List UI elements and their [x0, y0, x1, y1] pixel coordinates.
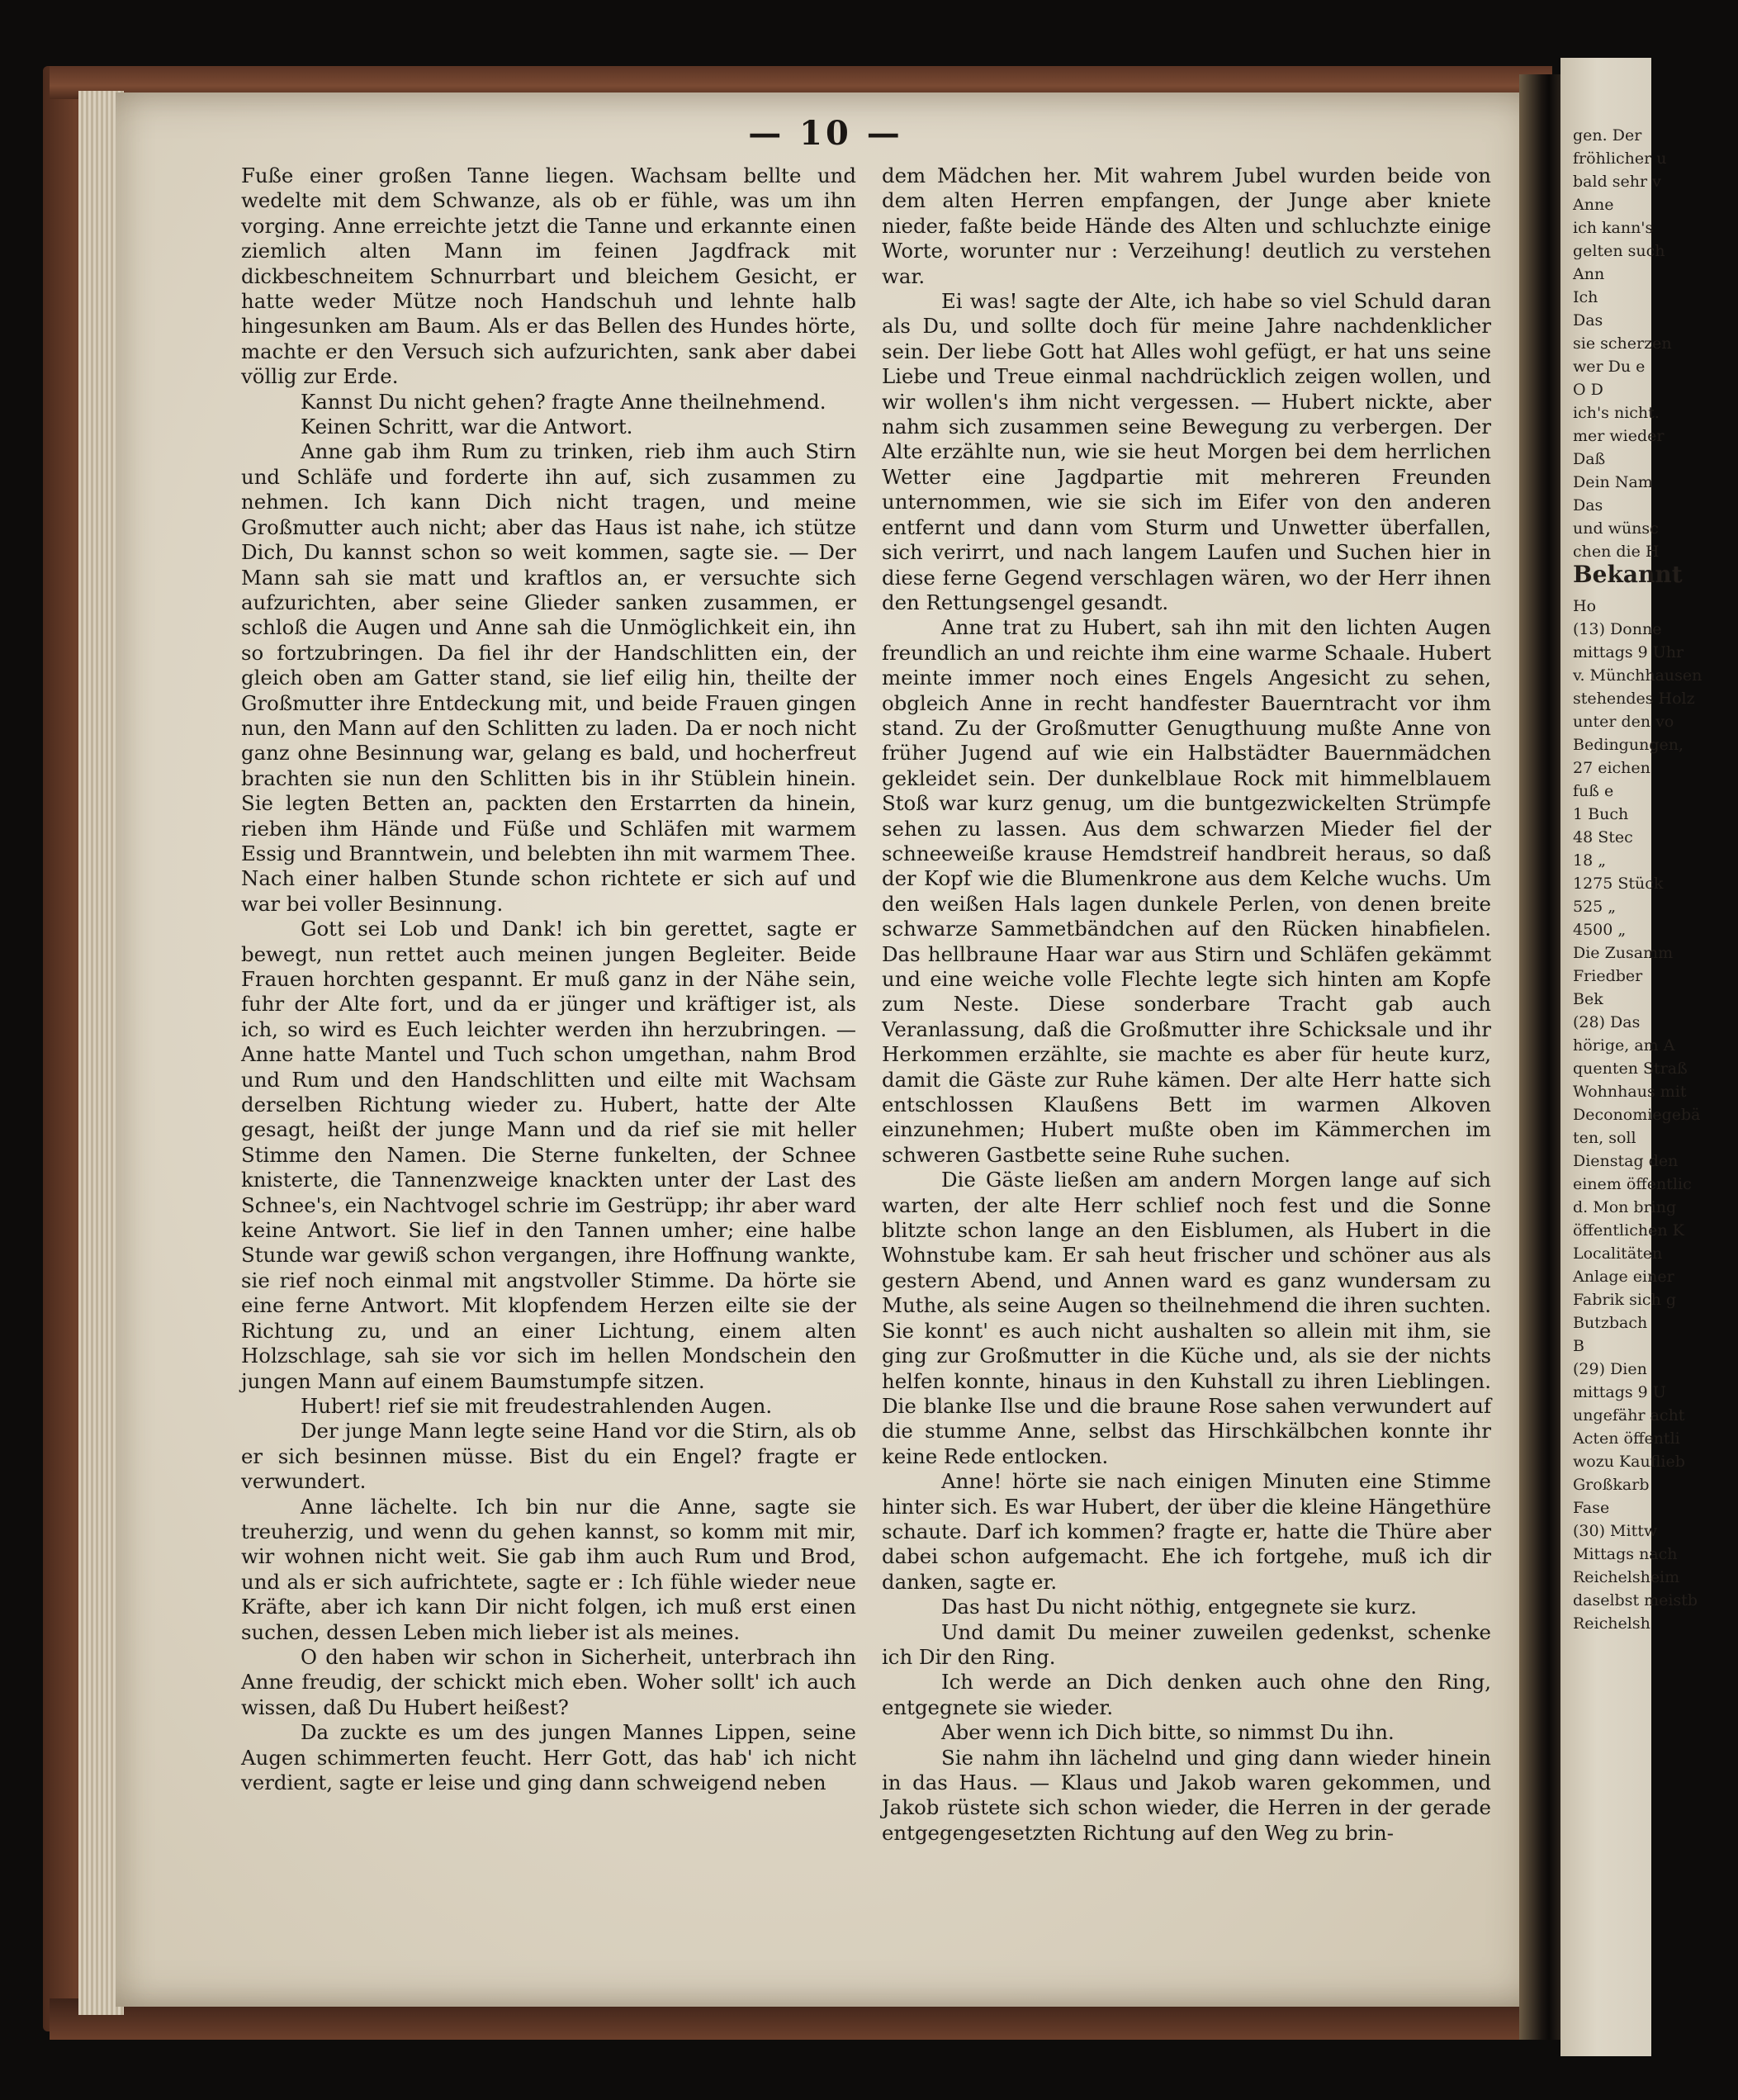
facing-page-line: fuß e	[1573, 782, 1614, 800]
facing-page-line: Das	[1573, 496, 1603, 514]
facing-page-line: sie scherzen	[1573, 334, 1672, 353]
facing-page-line: Ho	[1573, 597, 1597, 615]
facing-page-line: ich's nicht.	[1573, 404, 1660, 422]
facing-page-line: hörige, am A	[1573, 1036, 1675, 1055]
facing-page-line: unter den vo	[1573, 713, 1674, 731]
facing-page-line: chen die H	[1573, 543, 1660, 561]
facing-page-line: Die Zusamm	[1573, 944, 1674, 962]
facing-page-line: daselbst meistb	[1573, 1591, 1698, 1609]
facing-page-line: (29) Dien	[1573, 1360, 1647, 1378]
facing-page-line: mittags 9 Uhr	[1573, 643, 1684, 661]
facing-page-line: Daß	[1573, 450, 1606, 468]
facing-page-line: Ich	[1573, 288, 1598, 306]
paragraph: Anne lächelte. Ich bin nur die Anne, sagte sie treuherzig, und wenn du gehen kannst, so komm mit mir, wir wohnen nicht weit. Sie gab ihm auch Rum und Brod, und als er sich aufrichtete, sagte er : Ich fühle wieder neue Kräfte, aber ich kann Dir nicht folgen, ich muß erst einen suchen, dessen Leben mich lieber ist als meines.	[241, 1494, 856, 1644]
facing-page-line: ungefähr acht	[1573, 1406, 1685, 1424]
facing-page-line: 525 „	[1573, 898, 1617, 916]
facing-page-line: einem öffentlic	[1573, 1175, 1692, 1193]
paragraph: dem Mädchen her. Mit wahrem Jubel wurden beide von dem alten Herren empfangen, der Junge aber kniete nieder, faßte beide Hände des Alten und schluchzte einige Worte, worunter nur : Verzeihung! deutlich zu verstehen war.	[882, 164, 1491, 288]
paragraph: Gott sei Lob und Dank! ich bin gerettet, sagte er bewegt, nun rettet auch meinen jungen Begleiter. Beide Frauen horchten gespannt. Er muß ganz in der Nähe sein, fuhr der Alte fort, und da er jünger und kräftiger ist, als ich, so wird es Euch leichter werden ihn herzubringen. — Anne hatte Mantel und Tuch schon umgethan, nahm Brod und Rum und den Handschlitten und eilte mit Wachsam derselben Richtung wieder zu. Hubert, hatte der Alte gesagt, heißt der junge Mann und da rief sie mit heller Stimme den Namen. Die Sterne funkelten, der Schnee knisterte, die Tannenzweige knackten unter der Last des Schnee's, ein Nachtvogel schrie im Gestrüpp; ihr aber ward keine Antwort. Sie lief in den Tannen umher; eine halbe Stunde war gewiß schon vergangen, ihre Hoffnung wankte, sie rief noch einmal mit angstvoller Stimme. Da hörte sie eine ferne Antwort. Mit klopfendem Herzen eilte sie der Richtung zu, und an einer Lichtung, einem alten Holzschlage, sah sie vor sich im hellen Mondschein den jungen Mann auf einem Baumstumpfe sitzen.	[241, 917, 856, 1393]
facing-page-line: Anne	[1573, 196, 1614, 214]
text-column-left	[241, 164, 856, 1795]
facing-page-line: (28) Das	[1573, 1013, 1641, 1031]
paragraph: Hubert! rief sie mit freudestrahlenden Augen.	[301, 1393, 773, 1418]
paragraph: Der junge Mann legte seine Hand vor die Stirn, als ob er sich besinnen müsse. Bist du ein Engel? fragte er verwundert.	[241, 1419, 856, 1494]
facing-page-line: öffentlichen K	[1573, 1221, 1684, 1240]
facing-page-line: wer Du e	[1573, 358, 1646, 376]
facing-page-line: v. Münchhausen	[1573, 666, 1702, 685]
paragraph: Ei was! sagte der Alte, ich habe so viel Schuld daran als Du, und sollte doch für meine Jahre nachdenklicher sein. Der liebe Gott hat Alles wohl gefügt, er hat uns seine Liebe und Treue einmal nachdrücklich zeigen wollen, und wir wollen's ihm nicht vergessen. — Hubert nickte, aber nahm sich zusammen seine Bewegung zu verbergen. Der Alte erzählte nun, wie sie heut Morgen bei dem herrlichen Wetter eine Jagdpartie mit mehreren Freunden unternommen, wie sie sich im Eifer von den anderen entfernt und dann vom Sturm und Unwetter überfallen, sich verirrt, und nach langem Laufen und Suchen hier in diese ferne Gegend verschlagen wären, wo der Herr ihnen den Rettungsengel gesandt.	[882, 289, 1491, 614]
paragraph: Fuße einer großen Tanne liegen. Wachsam bellte und wedelte mit dem Schwanze, als ob er fühle, was um ihn vorging. Anne erreichte jetzt die Tanne und erkannte einen ziemlich alten Mann im feinen Jagdfrack mit dickbeschneitem Schnurrbart und bleichem Gesicht, er hatte weder Mütze noch Handschuh und lehnte halb hingesunken am Baum. Als er das Bellen des Hundes hörte, machte er den Versuch sich aufzurichten, sank aber dabei völlig zur Erde.	[241, 164, 856, 389]
facing-page-line: 18 „	[1573, 851, 1607, 870]
facing-page-line: Friedber	[1573, 967, 1643, 985]
facing-page-line: d. Mon bring	[1573, 1198, 1677, 1216]
facing-page-line: bald sehr v	[1573, 173, 1661, 191]
page-number: — 10 —	[748, 114, 903, 153]
facing-page-line: Localitäten	[1573, 1244, 1663, 1263]
paragraph: O den haben wir schon in Sicherheit, unterbrach ihn Anne freudig, der schickt mich eben. Woher sollt' ich auch wissen, daß Du Hubert heißest?	[241, 1644, 856, 1719]
facing-page-line: Butzbach	[1573, 1314, 1648, 1332]
paragraph: Das hast Du nicht nöthig, entgegnete sie kurz.	[941, 1595, 1417, 1619]
facing-page-line: Deconomiegebä	[1573, 1106, 1701, 1124]
facing-page-line: Bedingungen,	[1573, 736, 1684, 754]
paragraph: Sie nahm ihn lächelnd und ging dann wieder hinein in das Haus. — Klaus und Jakob waren gekommen, und Jakob rüstete sich schon wieder, die Herren in der gerade entgegengesetzten Richtung auf den Weg zu brin-	[882, 1745, 1491, 1845]
facing-page-line: quenten Straß	[1573, 1059, 1688, 1078]
facing-page-line: 1 Buch	[1573, 805, 1629, 823]
facing-page-line: Mittags nach	[1573, 1545, 1678, 1563]
facing-page-line: Bekannt	[1573, 561, 1683, 588]
paragraph: Anne trat zu Hubert, sah ihn mit den lichten Augen freundlich an und reichte ihm eine warme Schaale. Hubert meinte immer noch eines Engels Angesicht zu sehen, obgleich Anne in recht handfester Bauerntracht vor ihm stand. Zu der Großmutter Genugthuung mußte Anne von früher Jugend auf wie ein Halbstädter Bauernmädchen gekleidet sein. Der dunkelblaue Rock mit himmelblauem Stoß war kurz genug, um die buntgezwickelten Strümpfe sehen zu lassen. Aus dem schwarzen Mieder fiel der schneeweiße krause Hemdstreif handbreit heraus, so daß der Kopf wie die Blumenkrone aus dem Kelche wuchs. Um den weißen Hals lagen dunkele Perlen, von denen breite schwarze Sammetbändchen auf den Rücken hinabfielen. Das hellbraune Haar war aus Stirn und Schläfen gekämmt und eine weiche volle Flechte legte sich hinten am Kopfe zum Neste. Diese sonderbare Tracht gab auch Veranlassung, daß die Großmutter ihre Schicksale und ihr Herkommen erzählte, sie machte es aber für heute kurz, damit die Gäste zur Ruhe kämen. Der alte Herr hatte sich entschlossen Klaußens Bett im warmen Alkoven einzunehmen; Hubert mußte oben im Kämmerchen im schweren Gastbette seine Ruhe suchen.	[882, 615, 1491, 1167]
facing-page-line: gelten such	[1573, 242, 1665, 260]
facing-page-line: Ann	[1573, 265, 1605, 283]
facing-page-text-fragments	[1573, 124, 1738, 1635]
paragraph: Die Gäste ließen am andern Morgen lange auf sich warten, der alte Herr schlief noch fest und die Sonne blitzte schon lange an den Eisblumen, als Hubert in die Wohnstube kam. Er sah heut frischer und schöner aus als gestern Abend, und Annen ward es ganz wundersam zu Muthe, als seine Augen so theilnehmend die ihren suchten. Sie konnt' es auch nicht aushalten so allein mit ihm, sie ging zur Großmutter in die Küche und, als sie der nichts helfen konnte, hinaus in den Kuhstall zu ihren Lieblingen. Die blanke Ilse und die braune Rose sahen verwundert auf die stumme Anne, selbst das Hirschkälbchen konnte ihr keine Rede entlocken.	[882, 1168, 1491, 1468]
facing-page-line: und wünsc	[1573, 519, 1659, 538]
facing-page-line: Fase	[1573, 1499, 1610, 1517]
facing-page-line: Bek	[1573, 990, 1603, 1008]
paragraph: Ich werde an Dich denken auch ohne den Ring, entgegnete sie wieder.	[882, 1670, 1491, 1719]
facing-page-line: B	[1573, 1337, 1584, 1355]
paragraph: Da zuckte es um des jungen Mannes Lippen, seine Augen schimmerten feucht. Herr Gott, das hab' ich nicht verdient, sagte er leise und ging dann schweigend neben	[241, 1720, 856, 1794]
facing-page-line: 1275 Stück	[1573, 875, 1664, 893]
facing-page-line: Reichelsh	[1573, 1614, 1650, 1633]
facing-page-line: Großkarb	[1573, 1476, 1650, 1494]
paragraph: Und damit Du meiner zuweilen gedenkst, schenke ich Dir den Ring.	[882, 1619, 1491, 1669]
facing-page-line: O D	[1573, 381, 1603, 399]
facing-page-line: 48 Stec	[1573, 828, 1633, 846]
facing-page-line: wozu Kauflieb	[1573, 1453, 1685, 1471]
facing-page-line: Wohnhaus mit	[1573, 1083, 1687, 1101]
facing-page-line: Fabrik sich g	[1573, 1291, 1677, 1309]
facing-page-line: Anlage einer	[1573, 1268, 1674, 1286]
facing-page-line: Dienstag den	[1573, 1152, 1679, 1170]
facing-page-line: stehendes Holz	[1573, 690, 1695, 708]
facing-page-line: Reichelsheim	[1573, 1568, 1680, 1586]
facing-page-line: mittags 9 U	[1573, 1383, 1666, 1401]
facing-page-line: 4500 „	[1573, 921, 1627, 939]
facing-page-line: Dein Nam	[1573, 473, 1653, 491]
facing-page-line: Das	[1573, 311, 1603, 329]
paragraph: Aber wenn ich Dich bitte, so nimmst Du ihn.	[941, 1720, 1395, 1745]
facing-page-line: (13) Donne	[1573, 620, 1662, 638]
facing-page-line: mer wieder	[1573, 427, 1665, 445]
facing-page-line: ten, soll	[1573, 1129, 1636, 1147]
paragraph: Anne! hörte sie nach einigen Minuten eine Stimme hinter sich. Es war Hubert, der über die kleine Hängethüre schaute. Darf ich kommen? fragte er, hatte die Thüre aber dabei schon aufgemacht. Ehe ich fortgehe, muß ich dir danken, sagte er.	[882, 1469, 1491, 1594]
facing-page-line: Acten öffentli	[1573, 1429, 1680, 1448]
facing-page-line: ich kann's	[1573, 219, 1654, 237]
paragraph: Anne gab ihm Rum zu trinken, rieb ihm auch Stirn und Schläfe und forderte ihn auf, sich zusammen zu nehmen. Ich kann Dich nicht tragen, und meine Großmutter auch nicht; aber das Haus ist nahe, ich stütze Dich, Du kannst schon so weit kommen, sagte sie. — Der Mann sah sie matt und kraftlos an, er versuchte sich aufzurichten, aber seine Glieder sanken zusammen, er schloß die Augen und Anne sah die Unmöglichkeit ein, ihn so fortzubringen. Da fiel ihr der Handschlitten ein, der gleich oben am Gatter stand, sie lief eilig hin, theilte der Großmutter ihre Entdeckung mit, und beide Frauen gingen nun, den Mann auf den Schlitten zu laden. Da er noch nicht ganz ohne Besinnung war, gelang es bald, und hocherfreut brachten sie nun den Schlitten bis in ihr Stüblein hinein. Sie legten Betten an, packten den Erstarrten da hinein, rieben ihm Hände und Füße und Schläfen mit warmem Essig und Branntwein, und belebten ihn mit warmem Thee. Nach einer halben Stunde schon richtete er sich auf und war bei voller Besinnung.	[241, 439, 856, 916]
paragraph: Kannst Du nicht gehen? fragte Anne theilnehmend.	[301, 389, 826, 414]
facing-page-line: 27 eichen	[1573, 759, 1650, 777]
facing-page-line: (30) Mittw	[1573, 1522, 1658, 1540]
paragraph: Keinen Schritt, war die Antwort.	[301, 415, 633, 439]
facing-page-line: gen. Der	[1573, 126, 1642, 145]
text-column-right	[882, 164, 1491, 1846]
facing-page-line: fröhlicher u	[1573, 149, 1667, 168]
